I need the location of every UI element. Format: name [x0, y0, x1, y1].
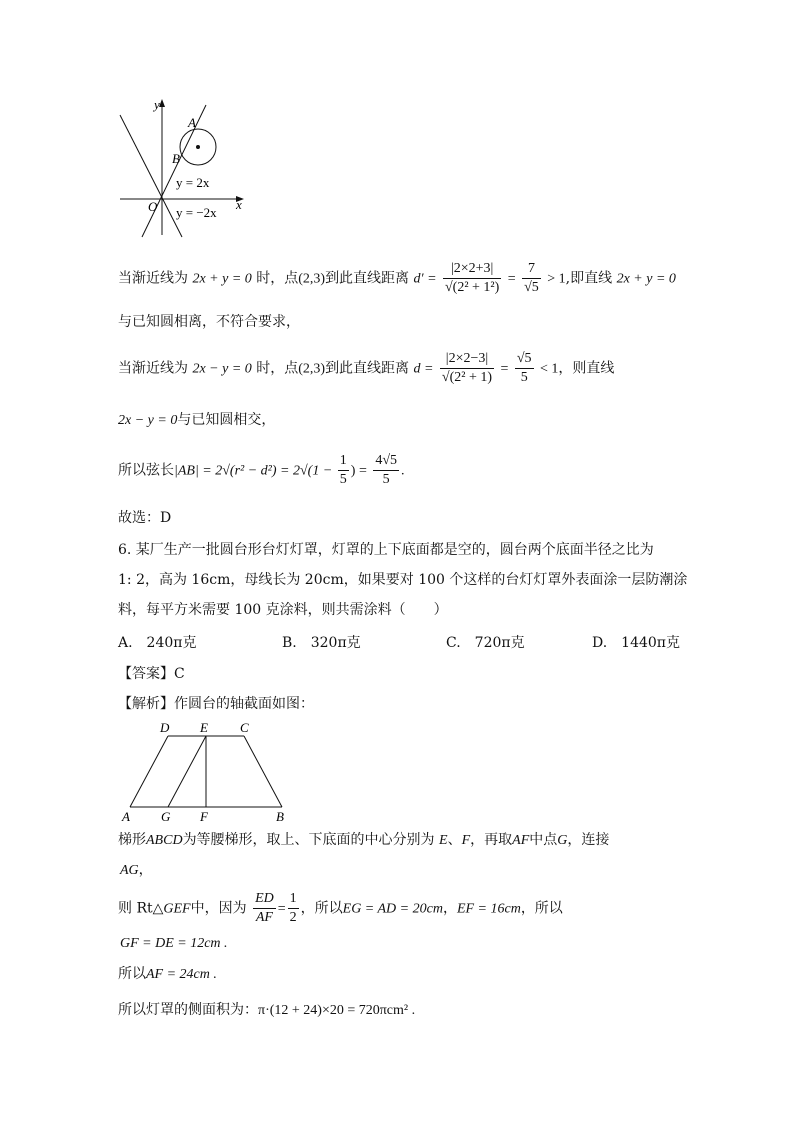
- text: 、: [447, 832, 462, 848]
- label-a: A: [122, 809, 130, 824]
- text: ，: [442, 900, 457, 917]
- text: 到此直线距离: [325, 360, 410, 377]
- label-d: D: [160, 720, 170, 735]
- fraction: [440, 350, 494, 387]
- math: ABCD: [146, 833, 183, 848]
- para-intersect: [118, 410, 275, 431]
- trapezoid-figure: [118, 718, 298, 826]
- text: 所以: [118, 966, 146, 982]
- text: ，: [138, 862, 153, 878]
- segment-ge: [168, 736, 206, 807]
- option-c: C. 720π克: [446, 635, 525, 651]
- label-b: B: [172, 151, 180, 166]
- point: (2,3): [298, 271, 326, 287]
- edge-ad: [130, 736, 168, 807]
- denominator: √5: [524, 280, 539, 295]
- text: 与已知圆相交，: [177, 412, 276, 428]
- equals: =: [500, 361, 509, 377]
- fraction: [373, 452, 399, 489]
- label-b: B: [276, 809, 284, 824]
- para-asymptote-1: [118, 260, 676, 297]
- text: 所以弦长: [118, 462, 174, 479]
- asymptote-figure: [110, 95, 260, 245]
- period: .: [401, 463, 405, 479]
- text: ，所以: [300, 900, 343, 917]
- text: 时，点: [256, 360, 299, 377]
- text: 当渐近线为: [118, 270, 188, 287]
- solution-line-3: [118, 890, 563, 927]
- numerator: 4√5: [373, 452, 399, 471]
- text: 时，点: [256, 270, 299, 287]
- label-line2: y = −2x: [176, 205, 217, 220]
- text: ，则直线: [558, 360, 615, 377]
- distance-var: d′ =: [413, 271, 437, 287]
- circle-center: [196, 145, 200, 149]
- text: ，连接: [567, 832, 610, 848]
- question-line-1: 6. 某厂生产一批圆台形台灯灯罩，灯罩的上下底面都是空的，圆台两个底面半径之比为: [118, 542, 654, 558]
- option-a: A. 240π克: [118, 635, 197, 651]
- numerator: 1: [338, 452, 349, 471]
- denominator: √(2² + 1): [441, 370, 493, 385]
- distance-var: d =: [413, 361, 434, 377]
- equation: 2x + y = 0: [616, 271, 676, 287]
- solution-line-1: [118, 830, 609, 851]
- numerator: 7: [522, 260, 541, 279]
- label-f: F: [200, 809, 208, 824]
- text: 中，因为: [190, 900, 247, 917]
- text: ，所以: [520, 900, 563, 917]
- y-axis-arrow: [159, 99, 165, 107]
- text: 到此直线距离: [325, 270, 410, 287]
- label-y: y: [154, 97, 160, 112]
- equals: =: [507, 271, 516, 287]
- denominator: 2: [289, 910, 297, 925]
- solution-line-2: [120, 860, 153, 881]
- label-e: E: [200, 720, 208, 735]
- text: 则 Rt△: [118, 900, 164, 917]
- denominator: √(2² + 1²): [444, 280, 500, 295]
- para-separate: 与已知圆相离，不符合要求，: [118, 314, 300, 330]
- numerator: |2×2+3|: [443, 260, 501, 279]
- math: E: [439, 833, 448, 848]
- label-a: A: [188, 115, 196, 130]
- label-x: x: [236, 197, 242, 212]
- fraction: [288, 890, 299, 927]
- text: ,即直线: [565, 270, 613, 287]
- fraction: [522, 260, 541, 297]
- option-b: B. 320π克: [282, 635, 361, 651]
- text: 梯形: [118, 832, 146, 848]
- math: EG = AD = 20cm: [342, 901, 443, 917]
- text: ，再取: [470, 832, 513, 848]
- text: 所以灯罩的侧面积为：: [118, 1002, 258, 1018]
- equation: 2x − y = 0: [118, 413, 178, 428]
- label-origin: O: [148, 199, 158, 214]
- chord-expr: ) =: [350, 463, 367, 479]
- solution-line-4: GF = DE = 12cm .: [120, 936, 228, 951]
- text: 中点: [529, 832, 558, 848]
- equation: 2x − y = 0: [192, 361, 252, 377]
- inequality: < 1: [539, 361, 559, 377]
- inequality: > 1: [547, 271, 566, 287]
- para-asymptote-2: [118, 350, 614, 387]
- math: GEF: [163, 901, 191, 917]
- fraction: [338, 452, 349, 489]
- math: G: [557, 833, 568, 848]
- solution-line-6: [118, 1000, 415, 1021]
- edge-bc: [244, 736, 282, 807]
- denominator: 5: [520, 370, 528, 385]
- math: AG: [120, 863, 139, 878]
- denominator: 5: [382, 472, 390, 487]
- question-line-2: 1: 2，高为 16cm，母线长为 20cm，如果要对 100 个这样的台灯灯罩外表面涂一层防潮涂: [118, 572, 688, 588]
- fraction: [443, 260, 501, 297]
- numerator: ED: [253, 890, 276, 909]
- denominator: 5: [339, 472, 347, 487]
- question-line-3: 料，每平方米需要 100 克涂料，则共需涂料（ ）: [118, 602, 448, 618]
- para-chord: [118, 452, 405, 489]
- math: π·(12 + 24)×20 = 720πcm² .: [258, 1003, 416, 1018]
- point: (2,3): [298, 361, 326, 377]
- numerator: |2×2−3|: [440, 350, 494, 369]
- label-line1: y = 2x: [176, 175, 210, 190]
- math: EF = 16cm: [456, 901, 521, 917]
- option-d: D. 1440π克: [592, 635, 681, 651]
- math: AF: [512, 833, 530, 848]
- choice-line: 故选：D: [118, 510, 172, 526]
- label-g: G: [161, 809, 171, 824]
- text: 当渐近线为: [118, 360, 188, 377]
- equation: 2x + y = 0: [192, 271, 252, 287]
- solution-line-5: [118, 964, 217, 985]
- equals: =: [277, 901, 286, 917]
- chord-expr: |AB| = 2√(r² − d²) = 2√(1 −: [174, 463, 336, 479]
- analysis-line: 【解析】作圆台的轴截面如图：: [118, 696, 314, 712]
- denominator: AF: [255, 910, 273, 925]
- math: AF = 24cm .: [146, 967, 217, 982]
- numerator: √5: [515, 350, 534, 369]
- math: F: [461, 833, 471, 848]
- numerator: 1: [288, 890, 299, 909]
- answer-line: 【答案】C: [118, 666, 185, 682]
- fraction: [515, 350, 534, 387]
- label-c: C: [240, 720, 249, 735]
- fraction: [253, 890, 276, 927]
- text: 为等腰梯形，取上、下底面的中心分别为: [182, 832, 435, 848]
